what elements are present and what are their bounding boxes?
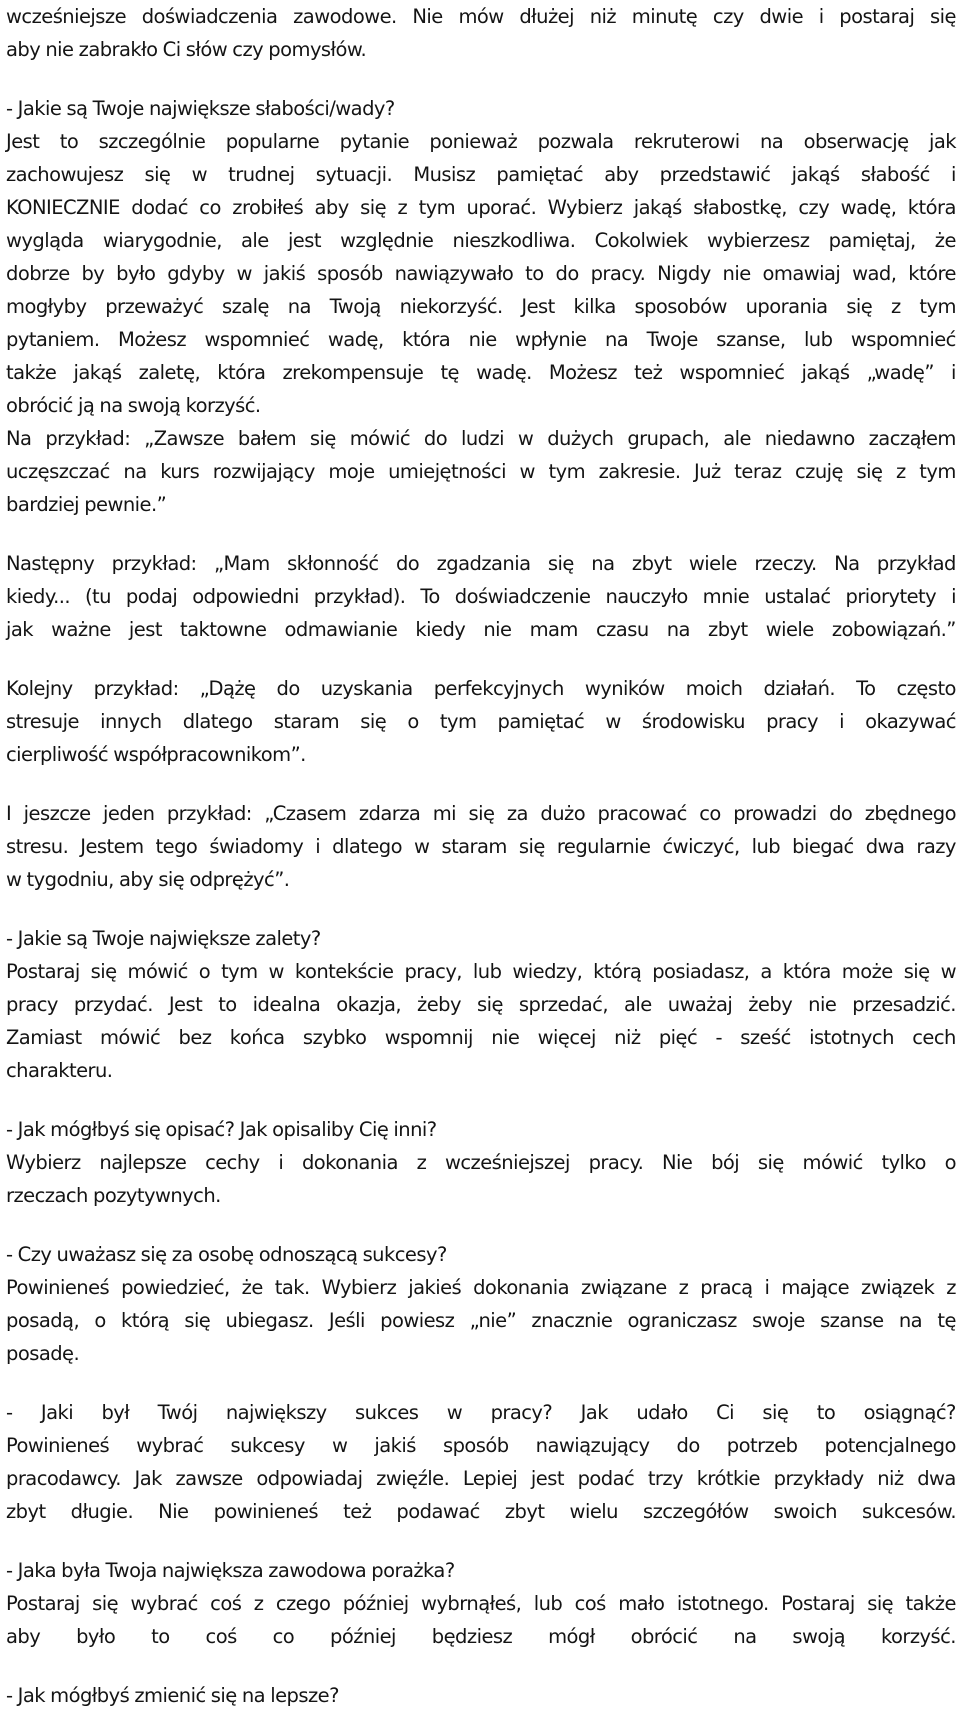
document-body (6, 0, 956, 1712)
text-line: kiedy... (tu podaj odpowiedni przykład). To doświadczenie nauczyło mnie ustalać priorytety i (6, 585, 956, 608)
paragraph-gap (6, 1212, 956, 1238)
text-line: rzeczach pozytywnych. (6, 1184, 221, 1207)
text-line: aby nie zabrakło Ci słów czy pomysłów. (6, 38, 367, 61)
text-line: - Jaki był Twój największy sukces w pracy? Jak udało Ci się to osiągnąć? (6, 1401, 956, 1424)
text-line: wygląda wiarygodnie, ale jest względnie nieszkodliwa. Cokolwiek wybierzesz pamiętaj, że (6, 229, 956, 252)
text-line: - Jak mógłbyś się opisać? Jak opisaliby Cię inni? (6, 1118, 437, 1141)
text-line: Postaraj się wybrać coś z czego później wybrnąłeś, lub coś mało istotnego. Postaraj się także (6, 1592, 956, 1615)
text-line: Powinieneś wybrać sukcesy w jakiś sposób nawiązujący do potrzeb potencjalnego (6, 1434, 956, 1457)
text-line: mogłyby przeważyć szalę na Twoją niekorzyść. Jest kilka sposobów uporania się z tym (6, 295, 956, 318)
text-line: - Jakie są Twoje największe słabości/wady? (6, 97, 395, 120)
text-line: I jeszcze jeden przykład: „Czasem zdarza mi się za dużo pracować co prowadzi do zbędnego (6, 802, 956, 825)
text-line: posadę. (6, 1342, 80, 1365)
text-line: - Jaka była Twoja największa zawodowa porażka? (6, 1559, 455, 1582)
text-line: cierpliwość współpracownikom”. (6, 743, 306, 766)
text-line: pracodawcy. Jak zawsze odpowiadaj zwięźle. Lepiej jest podać trzy krótkie przykłady niż dwa (6, 1467, 956, 1490)
text-line: dobrze by było gdyby w jakiś sposób nawiązywało to do pracy. Nigdy nie omawiaj wad, które (6, 262, 956, 285)
text-line: zachowujesz się w trudnej sytuacji. Musisz pamiętać aby przedstawić jakąś słabość i (6, 163, 956, 186)
text-line: bardziej pewnie.” (6, 493, 167, 516)
text-line: wcześniejsze doświadczenia zawodowe. Nie mów dłużej niż minutę czy dwie i postaraj się (6, 5, 956, 28)
paragraph-gap (6, 521, 956, 547)
paragraph-gap (6, 1653, 956, 1679)
text-line: posadą, o którą się ubiegasz. Jeśli powiesz „nie” znacznie ograniczasz swoje szanse na tę (6, 1309, 956, 1332)
text-line: Wybierz najlepsze cechy i dokonania z wcześniejszej pracy. Nie bój się mówić tylko o (6, 1151, 956, 1174)
text-line: pracy przydać. Jest to idealna okazja, żeby się sprzedać, ale uważaj żeby nie przesadzić. (6, 993, 956, 1016)
paragraph-gap (6, 646, 956, 672)
text-line: Powinieneś powiedzieć, że tak. Wybierz jakieś dokonania związane z pracą i mające związek z (6, 1276, 956, 1299)
text-line: aby było to coś co później będziesz mógł obrócić na swoją korzyść. (6, 1625, 956, 1648)
paragraph-gap (6, 1087, 956, 1113)
text-line: stresu. Jestem tego świadomy i dlatego w staram się regularnie ćwiczyć, lub biegać dwa razy (6, 835, 956, 858)
paragraph-gap (6, 1370, 956, 1396)
text-line: jak ważne jest taktowne odmawianie kiedy nie mam czasu na zbyt wiele zobowiązań.” (6, 618, 956, 641)
paragraph-gap (6, 896, 956, 922)
text-line: w tygodniu, aby się odprężyć”. (6, 868, 290, 891)
text-line: zbyt długie. Nie powinieneś też podawać zbyt wielu szczegółów swoich sukcesów. (6, 1500, 956, 1523)
text-line: KONIECZNIE dodać co zrobiłeś aby się z tym uporać. Wybierz jakąś słabostkę, czy wadę, która (6, 196, 956, 219)
paragraph-gap (6, 1528, 956, 1554)
text-line: uczęszczać na kurs rozwijający moje umiejętności w tym zakresie. Już teraz czuję się z tym (6, 460, 956, 483)
text-line: Następny przykład: „Mam skłonność do zgadzania się na zbyt wiele rzeczy. Na przykład (6, 552, 956, 575)
text-line: pytaniem. Możesz wspomnieć wadę, która nie wpłynie na Twoje szanse, lub wspomnieć (6, 328, 956, 351)
text-line: Zamiast mówić bez końca szybko wspomnij nie więcej niż pięć - sześć istotnych cech (6, 1026, 956, 1049)
text-line: Na przykład: „Zawsze bałem się mówić do ludzi w dużych grupach, ale niedawno zacząłem (6, 427, 956, 450)
text-line: - Jakie są Twoje największe zalety? (6, 927, 321, 950)
text-line: - Jak mógłbyś zmienić się na lepsze? (6, 1684, 339, 1707)
text-line: Kolejny przykład: „Dążę do uzyskania perfekcyjnych wyników moich działań. To często (6, 677, 956, 700)
text-line: także jakąś zaletę, która zrekompensuje tę wadę. Możesz też wspomnieć jakąś „wadę” i (6, 361, 956, 384)
paragraph-gap (6, 771, 956, 797)
text-line: obrócić ją na swoją korzyść. (6, 394, 261, 417)
text-line: - Czy uważasz się za osobę odnoszącą sukcesy? (6, 1243, 447, 1266)
text-line: charakteru. (6, 1059, 113, 1082)
text-line: Postaraj się mówić o tym w kontekście pracy, lub wiedzy, którą posiadasz, a która może się w (6, 960, 956, 983)
text-line: stresuje innych dlatego staram się o tym pamiętać w środowisku pracy i okazywać (6, 710, 956, 733)
paragraph-gap (6, 66, 956, 92)
text-line: Jest to szczególnie popularne pytanie ponieważ pozwala rekruterowi na obserwację jak (6, 130, 956, 153)
